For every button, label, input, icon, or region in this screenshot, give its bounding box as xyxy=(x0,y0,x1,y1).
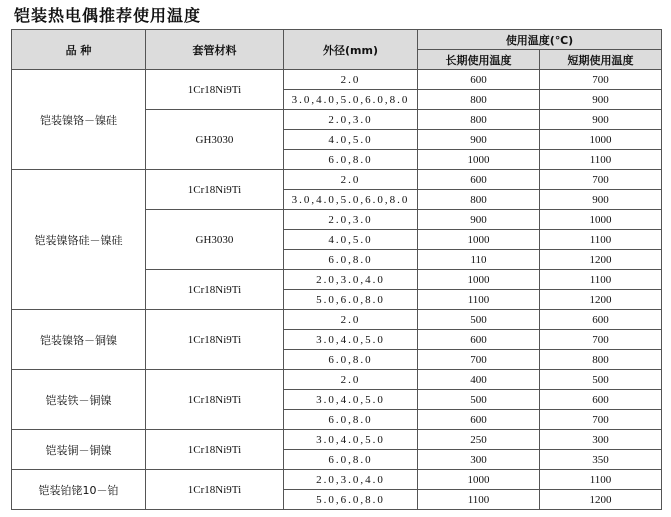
long-term-cell: 500 xyxy=(418,310,540,330)
long-term-cell: 110 xyxy=(418,250,540,270)
sheath-cell: GH3030 xyxy=(146,110,284,170)
short-term-cell: 1200 xyxy=(540,490,662,510)
short-term-cell: 1200 xyxy=(540,290,662,310)
long-term-cell: 1000 xyxy=(418,150,540,170)
header-short-term-temperature: 短期使用温度 xyxy=(540,50,662,70)
short-term-cell: 1100 xyxy=(540,150,662,170)
diameter-cell: 5.0,6.0,8.0 xyxy=(284,490,418,510)
table-row xyxy=(12,370,662,390)
short-term-cell: 900 xyxy=(540,110,662,130)
diameter-cell: 2.0 xyxy=(284,70,418,90)
short-term-cell: 1200 xyxy=(540,250,662,270)
table-row xyxy=(12,170,662,190)
diameter-cell: 6.0,8.0 xyxy=(284,150,418,170)
diameter-cell: 2.0 xyxy=(284,310,418,330)
short-term-cell: 500 xyxy=(540,370,662,390)
header-sheath-material: 套管材料 xyxy=(146,30,284,70)
long-term-cell: 250 xyxy=(418,430,540,450)
long-term-cell: 600 xyxy=(418,410,540,430)
diameter-cell: 3.0,4.0,5.0 xyxy=(284,390,418,410)
diameter-cell: 2.0,3.0 xyxy=(284,210,418,230)
diameter-cell: 2.0 xyxy=(284,370,418,390)
header-long-term-temperature: 长期使用温度 xyxy=(418,50,540,70)
short-term-cell: 600 xyxy=(540,390,662,410)
sheath-cell: 1Cr18Ni9Ti xyxy=(146,170,284,210)
sheath-cell: 1Cr18Ni9Ti xyxy=(146,270,284,310)
diameter-cell: 4.0,5.0 xyxy=(284,230,418,250)
table-row xyxy=(12,70,662,90)
long-term-cell: 1100 xyxy=(418,490,540,510)
header-use-temperature: 使用温度(℃) xyxy=(418,30,662,50)
short-term-cell: 900 xyxy=(540,190,662,210)
long-term-cell: 800 xyxy=(418,90,540,110)
long-term-cell: 600 xyxy=(418,330,540,350)
short-term-cell: 1100 xyxy=(540,230,662,250)
variety-cell: 铠装铜－铜镍 xyxy=(12,430,146,470)
temperature-table xyxy=(11,29,662,510)
short-term-cell: 1000 xyxy=(540,130,662,150)
table-row xyxy=(12,310,662,330)
diameter-cell: 4.0,5.0 xyxy=(284,130,418,150)
diameter-cell: 3.0,4.0,5.0,6.0,8.0 xyxy=(284,190,418,210)
long-term-cell: 500 xyxy=(418,390,540,410)
diameter-cell: 6.0,8.0 xyxy=(284,410,418,430)
diameter-cell: 6.0,8.0 xyxy=(284,250,418,270)
long-term-cell: 800 xyxy=(418,190,540,210)
long-term-cell: 600 xyxy=(418,70,540,90)
short-term-cell: 1100 xyxy=(540,270,662,290)
short-term-cell: 300 xyxy=(540,430,662,450)
diameter-cell: 5.0,6.0,8.0 xyxy=(284,290,418,310)
long-term-cell: 900 xyxy=(418,210,540,230)
short-term-cell: 1000 xyxy=(540,210,662,230)
long-term-cell: 700 xyxy=(418,350,540,370)
diameter-cell: 2.0,3.0,4.0 xyxy=(284,270,418,290)
sheath-cell: 1Cr18Ni9Ti xyxy=(146,310,284,370)
variety-cell: 铠装镍铬－铜镍 xyxy=(12,310,146,370)
short-term-cell: 700 xyxy=(540,410,662,430)
diameter-cell: 3.0,4.0,5.0 xyxy=(284,330,418,350)
long-term-cell: 1000 xyxy=(418,470,540,490)
long-term-cell: 300 xyxy=(418,450,540,470)
short-term-cell: 600 xyxy=(540,310,662,330)
sheath-cell: 1Cr18Ni9Ti xyxy=(146,470,284,510)
header-outer-diameter: 外径(mm) xyxy=(284,30,418,70)
sheath-cell: 1Cr18Ni9Ti xyxy=(146,370,284,430)
long-term-cell: 600 xyxy=(418,170,540,190)
long-term-cell: 400 xyxy=(418,370,540,390)
page-title: 铠装热电偶推荐使用温度 xyxy=(14,6,202,25)
long-term-cell: 1000 xyxy=(418,230,540,250)
short-term-cell: 700 xyxy=(540,330,662,350)
table-row xyxy=(12,470,662,490)
sheath-cell: 1Cr18Ni9Ti xyxy=(146,430,284,470)
short-term-cell: 900 xyxy=(540,90,662,110)
variety-cell: 铠装镍铬－镍硅 xyxy=(12,70,146,170)
long-term-cell: 800 xyxy=(418,110,540,130)
short-term-cell: 700 xyxy=(540,70,662,90)
table-row xyxy=(12,430,662,450)
diameter-cell: 2.0,3.0 xyxy=(284,110,418,130)
short-term-cell: 800 xyxy=(540,350,662,370)
long-term-cell: 1000 xyxy=(418,270,540,290)
variety-cell: 铠装铁－铜镍 xyxy=(12,370,146,430)
variety-cell: 铠装铂铑10－铂 xyxy=(12,470,146,510)
diameter-cell: 3.0,4.0,5.0,6.0,8.0 xyxy=(284,90,418,110)
short-term-cell: 700 xyxy=(540,170,662,190)
short-term-cell: 350 xyxy=(540,450,662,470)
long-term-cell: 900 xyxy=(418,130,540,150)
diameter-cell: 6.0,8.0 xyxy=(284,350,418,370)
diameter-cell: 2.0 xyxy=(284,170,418,190)
diameter-cell: 6.0,8.0 xyxy=(284,450,418,470)
sheath-cell: GH3030 xyxy=(146,210,284,270)
variety-cell: 铠装镍铬硅－镍硅 xyxy=(12,170,146,310)
header-variety: 品 种 xyxy=(12,30,146,70)
sheath-cell: 1Cr18Ni9Ti xyxy=(146,70,284,110)
diameter-cell: 2.0,3.0,4.0 xyxy=(284,470,418,490)
long-term-cell: 1100 xyxy=(418,290,540,310)
diameter-cell: 3.0,4.0,5.0 xyxy=(284,430,418,450)
short-term-cell: 1100 xyxy=(540,470,662,490)
